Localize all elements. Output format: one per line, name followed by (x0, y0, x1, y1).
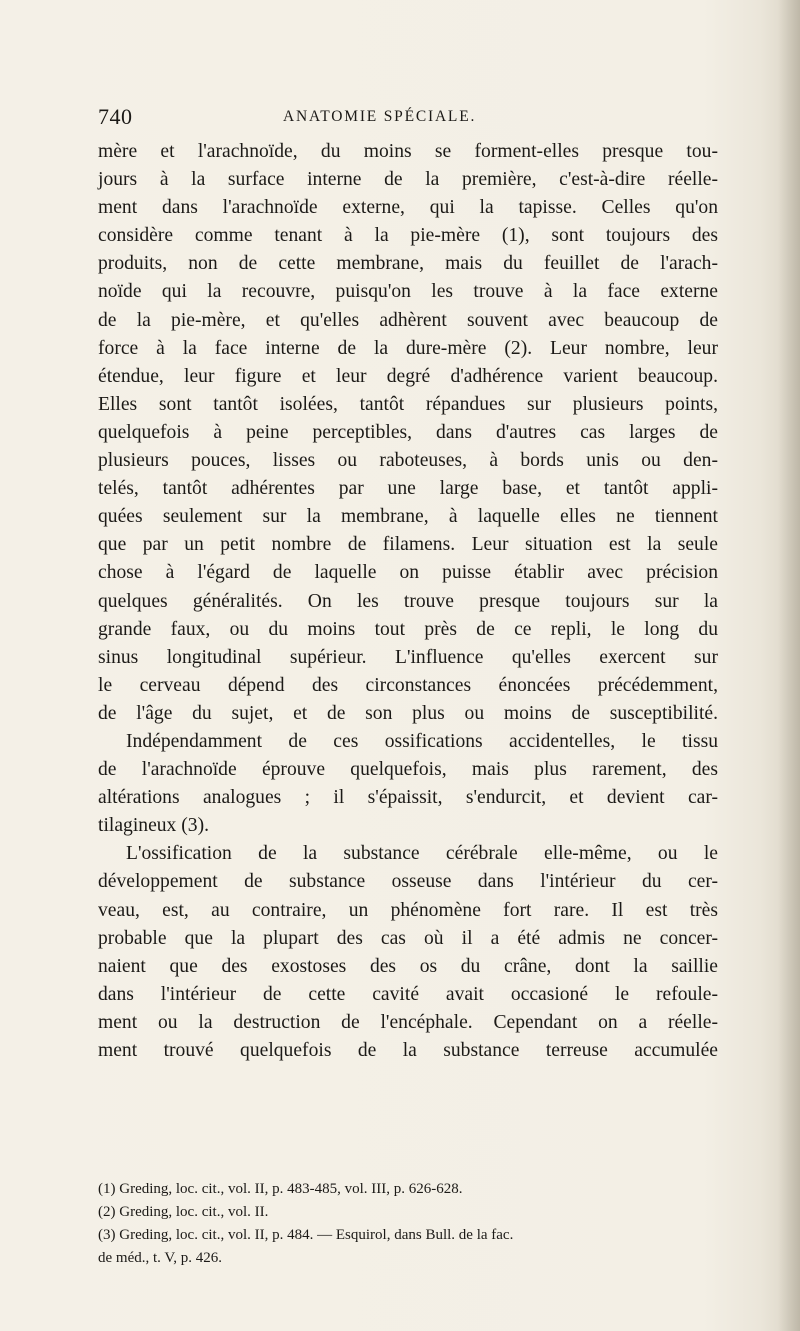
text-line: naient que des exostoses des os du crâne, dont la saillie (98, 955, 718, 977)
text-line: que par un petit nombre de filamens. Leur situation est la seule (98, 534, 718, 556)
text-line: mère et l'arachnoïde, du moins se forment-elles presque tou- (98, 141, 718, 162)
footnote: (3) Greding, loc. cit., vol. II, p. 484. — Esquirol, dans Bull. de la fac. (98, 1227, 514, 1243)
footnote: de méd., t. V, p. 426. (98, 1250, 223, 1266)
running-title: ANATOMIE SPÉCIALE. (283, 108, 477, 125)
text-line: telés, tantôt adhérentes par une large base, et tantôt appli- (98, 478, 718, 500)
text-line: plusieurs pouces, lisses ou raboteuses, à bords unis ou den- (98, 450, 718, 472)
text-line: tilagineux (3). (98, 815, 209, 837)
page-header (98, 104, 718, 134)
footnote: (2) Greding, loc. cit., vol. II. (98, 1204, 269, 1220)
text-line: veau, est, au contraire, un phénomène fort rare. Il est très (98, 899, 718, 921)
text-line: altérations analogues ; il s'épaissit, s'endurcit, et devient car- (98, 787, 718, 809)
page-number: 740 (98, 104, 133, 129)
text-line: ment ou la destruction de l'encéphale. Cependant on a réelle- (98, 1011, 718, 1033)
text-line: quelques généralités. On les trouve presque toujours sur la (98, 590, 718, 612)
text-line: probable que la plupart des cas où il a été admis ne concer- (98, 927, 718, 949)
text-line: étendue, leur figure et leur degré d'adhérence varient beaucoup. (98, 365, 718, 387)
text-line: ment trouvé quelquefois de la substance terreuse accumulée (98, 1040, 718, 1061)
text-line: développement de substance osseuse dans l'intérieur du cer- (98, 871, 718, 893)
text-line: chose à l'égard de laquelle on puisse établir avec précision (98, 562, 718, 584)
text-line: produits, non de cette membrane, mais du feuillet de l'arach- (98, 253, 718, 275)
text-line: sinus longitudinal supérieur. L'influence qu'elles exercent sur (98, 646, 718, 668)
text-line: force à la face interne de la dure-mère (2). Leur nombre, leur (98, 337, 718, 359)
text-line: quelquefois à peine perceptibles, dans d'autres cas larges de (98, 421, 718, 443)
page-edge-shadow (778, 0, 800, 1331)
text-line: Indépendamment de ces ossifications accidentelles, le tissu (126, 730, 718, 752)
text-line: quées seulement sur la membrane, à laquelle elles ne tiennent (98, 506, 718, 528)
body-text (98, 138, 718, 1065)
footnotes (98, 1178, 718, 1270)
text-line: de l'âge du sujet, et de son plus ou moins de susceptibilité. (98, 702, 718, 724)
text-line: jours à la surface interne de la première, c'est-à-dire réelle- (98, 169, 718, 191)
text-line: grande faux, ou du moins tout près de ce repli, le long du (98, 618, 718, 640)
footnote: (1) Greding, loc. cit., vol. II, p. 483-485, vol. III, p. 626-628. (98, 1181, 463, 1197)
text-line: noïde qui la recouvre, puisqu'on les trouve à la face externe (98, 281, 718, 303)
text-line: le cerveau dépend des circonstances énoncées précédemment, (98, 674, 718, 696)
text-line: considère comme tenant à la pie-mère (1), sont toujours des (98, 225, 718, 247)
text-line: de la pie-mère, et qu'elles adhèrent souvent avec beaucoup de (98, 309, 718, 331)
text-line: Elles sont tantôt isolées, tantôt répandues sur plusieurs points, (98, 393, 718, 415)
text-line: de l'arachnoïde éprouve quelquefois, mais plus rarement, des (98, 759, 718, 781)
text-line: ment dans l'arachnoïde externe, qui la tapisse. Celles qu'on (98, 197, 718, 219)
text-line: L'ossification de la substance cérébrale elle-même, ou le (126, 843, 718, 865)
text-line: dans l'intérieur de cette cavité avait occasioné le refoule- (98, 983, 718, 1005)
